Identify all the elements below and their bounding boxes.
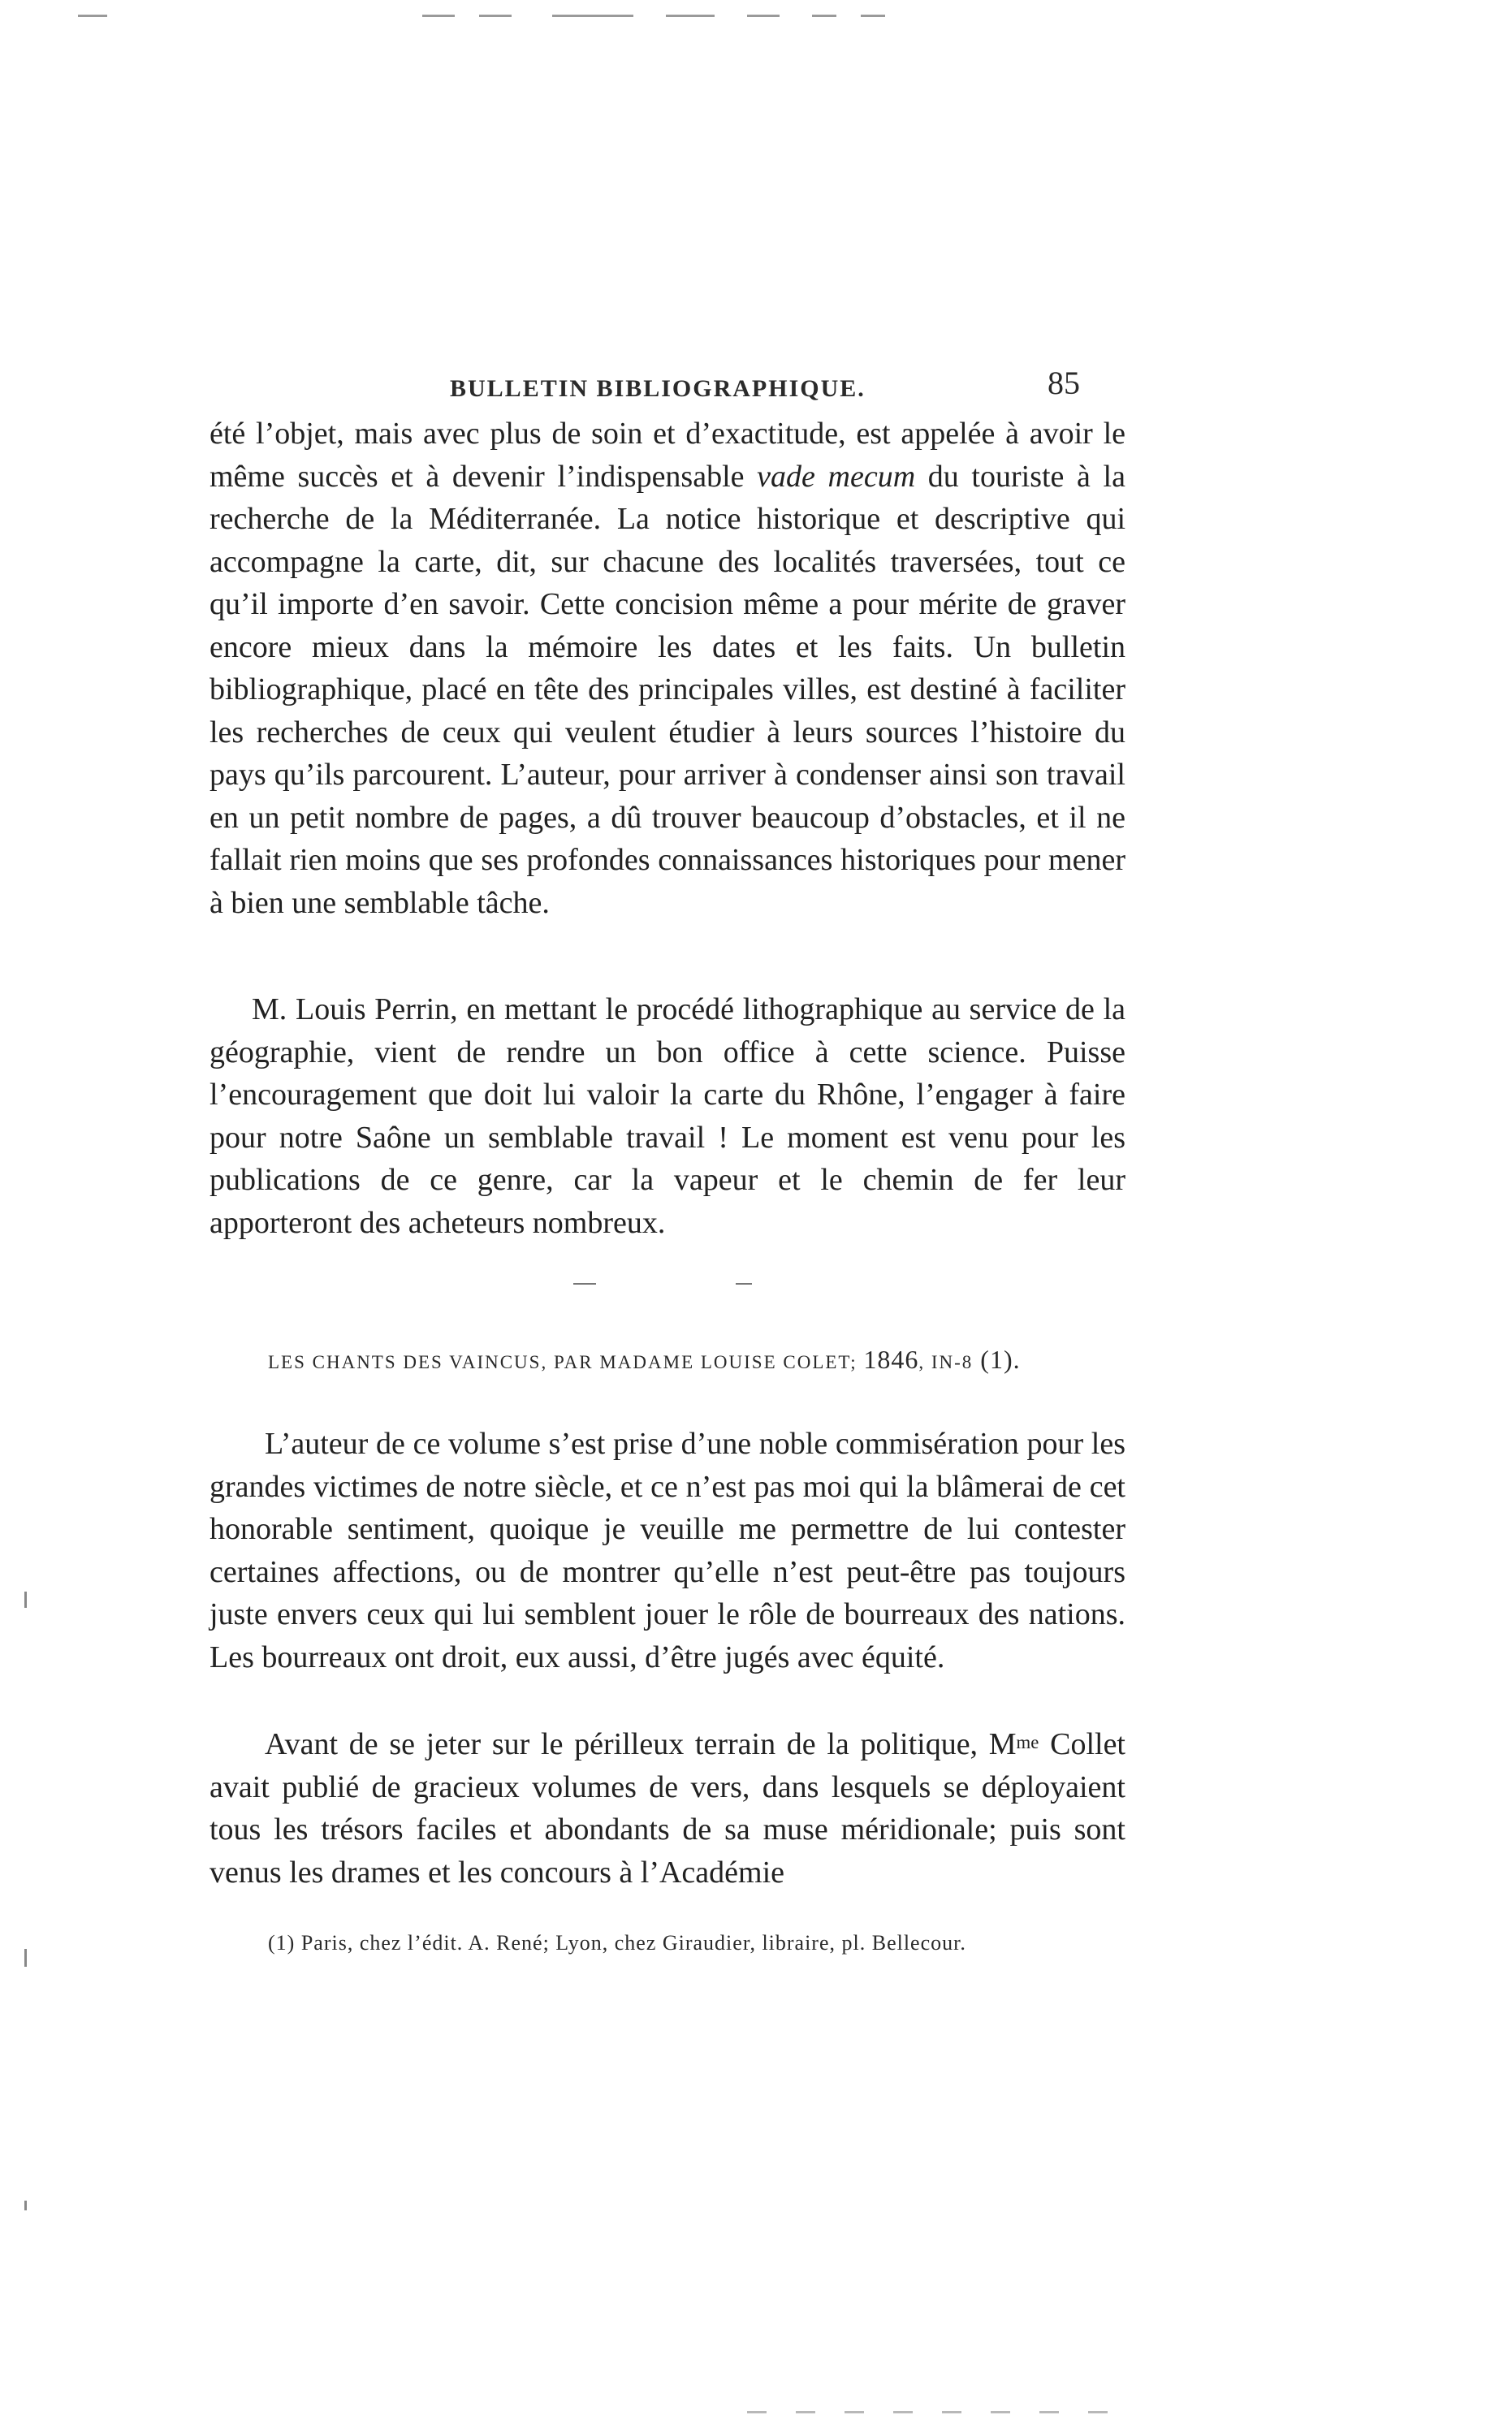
text-run: du touriste à la recherche de la Méditerranée. La notice historique et descriptive qui accompagne la carte, dit, sur chacune des localités traversées, tout ce qu’il importe d’en savoir. Cette concision même a pour mérite de graver encore mieux dans la mémoire les dates et les faits. Un bulletin bibliographique, placé en tête des principales villes, est destiné à faciliter les recherches de ceux qui veulent étudier à leurs sources l’histoire du pays qu’ils parcourent. L’auteur, pour arriver à condenser ainsi son travail en un petit nombre de pages, a dû trouver beaucoup d’obstacles, et il ne fallait rien moins que ses profondes connaissances historiques pour mener à bien une semblable tâche. (210, 459, 1125, 920)
text-run: Avant de se jeter sur le périlleux terrain de la politique, M (265, 1727, 1017, 1761)
scan-edge-mark (991, 2411, 1010, 2413)
margin-speck (24, 1592, 27, 1608)
scan-edge-mark (845, 2411, 864, 2413)
review-format: , IN-8 (918, 1352, 974, 1372)
review-title: LES CHANTS DES VAINCUS, PAR MADAME LOUISE COLET; (268, 1352, 858, 1372)
scan-edge-mark (861, 15, 885, 17)
footnote: (1) Paris, chez l’édit. A. René; Lyon, chez Giraudier, libraire, pl. Bellecour. (268, 1931, 966, 1955)
scan-edge-mark (666, 15, 715, 17)
scan-edge-mark (747, 15, 780, 17)
paragraph (210, 413, 1125, 924)
review-year: 1846 (863, 1345, 919, 1374)
margin-speck (24, 1949, 27, 1967)
text-run: été l’objet, mais avec plus de soin et d’exactitude, est appelée à avoir le même succès et à devenir l’indispensable (210, 417, 1125, 494)
scan-edge-mark (1088, 2411, 1108, 2413)
scan-edge-mark (812, 15, 836, 17)
running-head: BULLETIN BIBLIOGRAPHIQUE. (450, 375, 866, 402)
superscript: me (1016, 1732, 1039, 1752)
text-run: Collet avait publié de gracieux volumes de vers, dans lesquels se déployaient tous les trésors faciles et abondants de sa muse méridionale; puis sont venus les drames et les concours à l’Académie (210, 1727, 1125, 1890)
paragraph (210, 1723, 1125, 1894)
scan-edge-mark (796, 2411, 815, 2413)
paragraph: L’auteur de ce volume s’est prise d’une noble commisération pour les grandes victimes de notre siècle, et ce n’est pas moi qui la blâmerai de cet honorable sentiment, quoique je veuille me permettre de lui contester certaines affections, ou de montrer qu’elle n’est peut-être pas toujours juste envers ceux qui lui semblent jouer le rôle de bourreaux des nations. Les bourreaux ont droit, eux aussi, d’être jugés avec équité. (210, 1427, 1125, 1674)
scan-edge-mark (1039, 2411, 1059, 2413)
margin-speck (24, 2201, 27, 2210)
scan-edge-mark (479, 15, 512, 17)
scan-edge-mark (78, 15, 107, 17)
scan-edge-mark (747, 2411, 767, 2413)
review-heading (268, 1345, 1121, 1375)
scan-edge-mark (942, 2411, 961, 2413)
scan-edge-mark (893, 2411, 913, 2413)
scan-edge-mark (552, 15, 633, 17)
page-number: 85 (1048, 365, 1080, 401)
section-separator (573, 1283, 752, 1285)
footnote-ref: (1). (973, 1345, 1021, 1374)
paragraph: M. Louis Perrin, en mettant le procédé lithographique au service de la géographie, vient de rendre un bon office à cette science. Puisse l’encouragement que doit lui valoir la carte du Rhône, l’engager à faire pour notre Saône un semblable travail ! Le moment est venu pour les publications de ce genre, car la vapeur et le chemin de fer leur apporteront des acheteurs nombreux. (210, 992, 1125, 1240)
italic-phrase: vade mecum (757, 459, 916, 494)
scan-edge-mark (422, 15, 455, 17)
